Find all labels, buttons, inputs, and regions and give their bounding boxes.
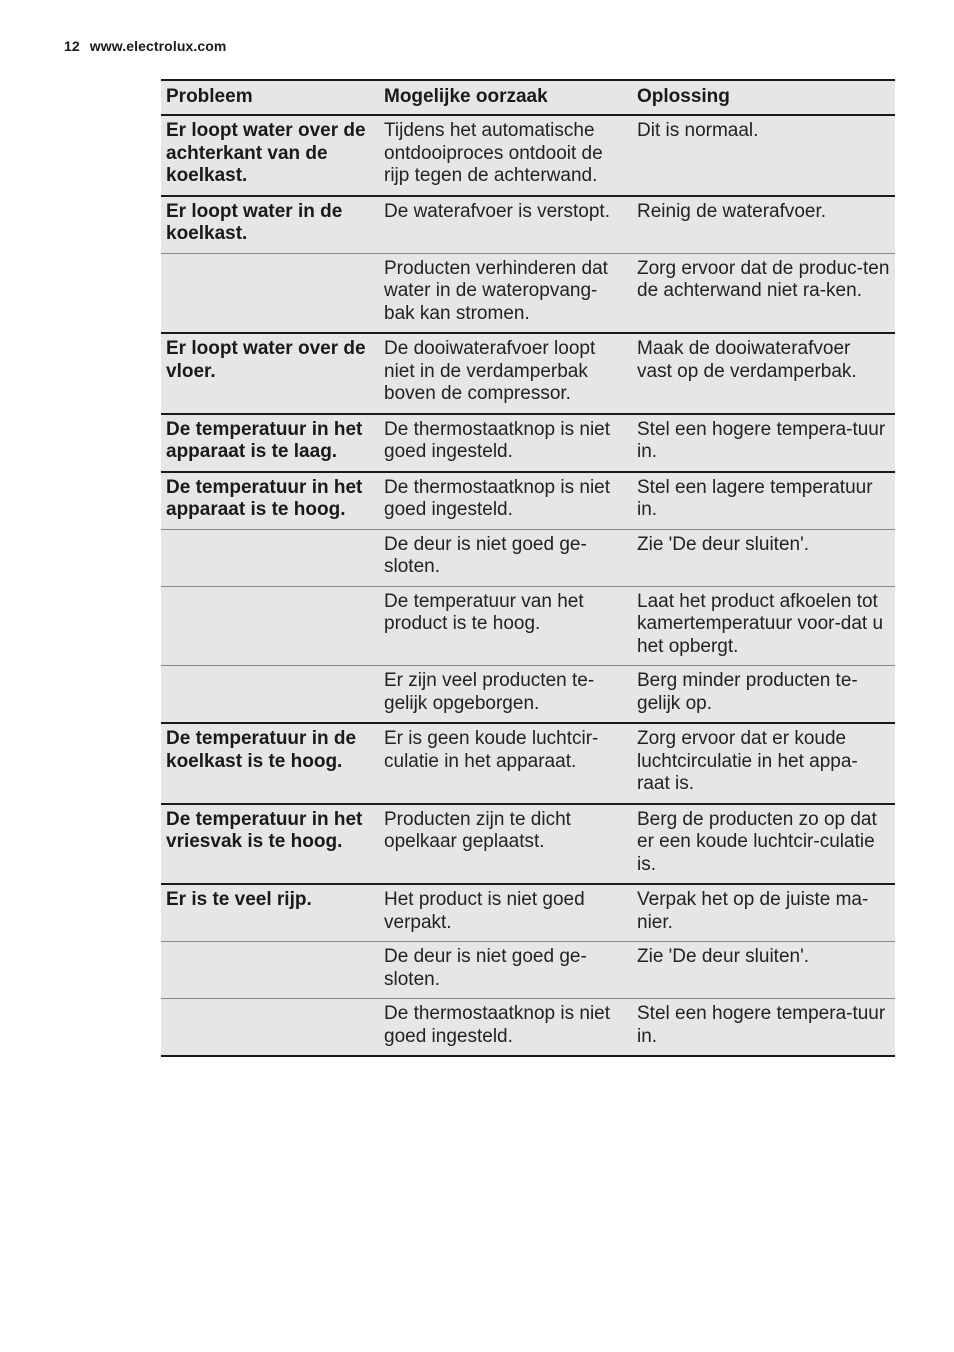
problem-cell (161, 253, 379, 333)
problem-cell: Er loopt water over de achterkant van de koelkast. (161, 115, 379, 196)
cause-cell: De dooiwaterafvoer loopt niet in de verdamperbak boven de compressor. (379, 333, 632, 414)
problem-cell: De temperatuur in het apparaat is te hoog. (161, 472, 379, 530)
table-row (161, 414, 895, 472)
solution-cell: Stel een hogere tempera-tuur in. (632, 414, 895, 472)
troubleshooting-table (161, 79, 895, 1057)
problem-cell (161, 529, 379, 586)
solution-cell: Zie 'De deur sluiten'. (632, 529, 895, 586)
table-row (161, 666, 895, 724)
cause-cell: De thermostaatknop is niet goed ingesteld. (379, 414, 632, 472)
problem-cell: De temperatuur in het apparaat is te laag. (161, 414, 379, 472)
table-row (161, 472, 895, 530)
table-row (161, 586, 895, 666)
column-header-problem: Probleem (161, 80, 379, 115)
table-row (161, 115, 895, 196)
problem-cell: De temperatuur in het vriesvak is te hoog. (161, 804, 379, 885)
solution-cell: Verpak het op de juiste ma-nier. (632, 884, 895, 942)
cause-cell: De temperatuur van het product is te hoog. (379, 586, 632, 666)
table-row (161, 333, 895, 414)
table-row (161, 196, 895, 254)
solution-cell: Reinig de waterafvoer. (632, 196, 895, 254)
cause-cell: De deur is niet goed ge-sloten. (379, 529, 632, 586)
table-row (161, 804, 895, 885)
cause-cell: Er is geen koude luchtcir-culatie in het apparaat. (379, 723, 632, 804)
solution-cell: Berg de producten zo op dat er een koude luchtcir-culatie is. (632, 804, 895, 885)
page-number: 12 (64, 38, 80, 54)
table-header-row (161, 80, 895, 115)
cause-cell: De thermostaatknop is niet goed ingesteld. (379, 472, 632, 530)
solution-cell: Zie 'De deur sluiten'. (632, 942, 895, 999)
solution-cell: Laat het product afkoelen tot kamertemperatuur voor-dat u het opbergt. (632, 586, 895, 666)
problem-cell (161, 999, 379, 1057)
cause-cell: De thermostaatknop is niet goed ingesteld. (379, 999, 632, 1057)
table-row (161, 884, 895, 942)
solution-cell: Zorg ervoor dat de produc-ten de achterwand niet ra-ken. (632, 253, 895, 333)
solution-cell: Maak de dooiwaterafvoer vast op de verdamperbak. (632, 333, 895, 414)
problem-cell (161, 666, 379, 724)
cause-cell: Producten zijn te dicht opelkaar geplaatst. (379, 804, 632, 885)
solution-cell: Berg minder producten te-gelijk op. (632, 666, 895, 724)
problem-cell (161, 586, 379, 666)
table-row (161, 253, 895, 333)
solution-cell: Zorg ervoor dat er koude luchtcirculatie in het appa-raat is. (632, 723, 895, 804)
solution-cell: Dit is normaal. (632, 115, 895, 196)
cause-cell: Het product is niet goed verpakt. (379, 884, 632, 942)
website-link[interactable]: www.electrolux.com (89, 38, 227, 54)
problem-cell: De temperatuur in de koelkast is te hoog. (161, 723, 379, 804)
cause-cell: De deur is niet goed ge-sloten. (379, 942, 632, 999)
cause-cell: Er zijn veel producten te-gelijk opgeborgen. (379, 666, 632, 724)
column-header-cause: Mogelijke oorzaak (379, 80, 632, 115)
cause-cell: De waterafvoer is verstopt. (379, 196, 632, 254)
cause-cell: Tijdens het automatische ontdooiproces ontdooit de rijp tegen de achterwand. (379, 115, 632, 196)
problem-cell: Er loopt water in de koelkast. (161, 196, 379, 254)
table-row (161, 723, 895, 804)
table-row (161, 942, 895, 999)
problem-cell: Er loopt water over de vloer. (161, 333, 379, 414)
solution-cell: Stel een hogere tempera-tuur in. (632, 999, 895, 1057)
table-row (161, 999, 895, 1057)
table-row (161, 529, 895, 586)
column-header-solution: Oplossing (632, 80, 895, 115)
problem-cell: Er is te veel rijp. (161, 884, 379, 942)
page-header (64, 38, 226, 54)
cause-cell: Producten verhinderen dat water in de wateropvang-bak kan stromen. (379, 253, 632, 333)
problem-cell (161, 942, 379, 999)
solution-cell: Stel een lagere temperatuur in. (632, 472, 895, 530)
